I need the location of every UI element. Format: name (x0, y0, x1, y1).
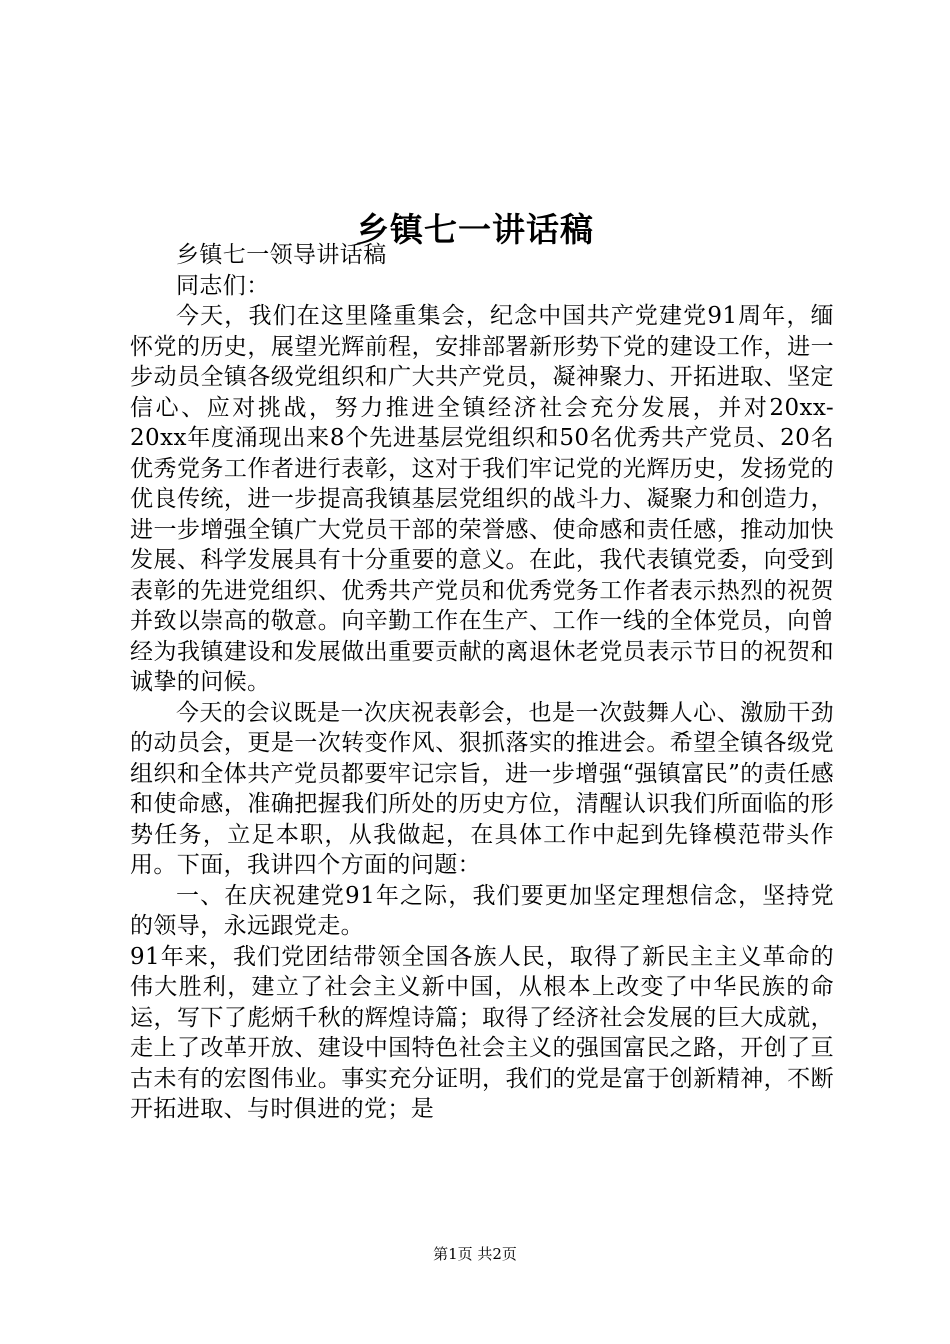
section-heading-paragraph: 一、在庆祝建党91年之际，我们要更加坚定理想信念，坚持党的领导，永远跟党走。 (130, 882, 834, 939)
document-title: 乡镇七一讲话稿 (356, 210, 594, 250)
body-paragraph: 今天的会议既是一次庆祝表彰会，也是一次鼓舞人心、激励干劲的动员会，更是一次转变作风、狠抓落实的推进会。希望全镇各级党组织和全体共产党员都要牢记宗旨，进一步增强“强镇富民”的责任感和使命感，准确把握我们所处的历史方位，清醒认识我们所面临的形势任务，立足本职，从我做起，在具体工作中起到先锋模范带头作用。下面，我讲四个方面的问题： (130, 699, 834, 878)
body-paragraph: 91年来，我们党团结带领全国各族人民，取得了新民主主义革命的伟大胜利，建立了社会主义新中国，从根本上改变了中华民族的命运，写下了彪炳千秋的辉煌诗篇；取得了经济社会发展的巨大成就，走上了改革开放、建设中国特色社会主义的强国富民之路，开创了亘古未有的宏图伟业。事实充分证明，我们的党是富于创新精神，不断开拓进取、与时俱进的党；是 (130, 943, 834, 1122)
body-paragraph: 今天，我们在这里隆重集会，纪念中国共产党建党91周年，缅怀党的历史，展望光辉前程，安排部署新形势下党的建设工作，进一步动员全镇各级党组织和广大共产党员，凝神聚力、开拓进取、坚定信心、应对挑战，努力推进全镇经济社会充分发展，并对20xx-20xx年度涌现出来8个先进基层党组织和50名优秀共产党员、20名优秀党务工作者进行表彰，这对于我们牢记党的光辉历史，发扬党的优良传统，进一步提高我镇基层党组织的战斗力、凝聚力和创造力，进一步增强全镇广大党员干部的荣誉感、使命感和责任感，推动加快发展、科学发展具有十分重要的意义。在此，我代表镇党委，向受到表彰的先进党组织、优秀共产党员和优秀党务工作者表示热烈的祝贺并致以崇高的敬意。向辛勤工作在生产、工作一线的全体党员，向曾经为我镇建设和发展做出重要贡献的离退休老党员表示节日的祝贺和诚挚的问候。 (130, 303, 834, 695)
document-body (130, 240, 834, 1125)
subtitle-paragraph: 乡镇七一领导讲话稿 (176, 242, 387, 268)
salutation-paragraph: 同志们： (176, 272, 270, 299)
page-footer: 第1页 共2页 (433, 1245, 517, 1263)
